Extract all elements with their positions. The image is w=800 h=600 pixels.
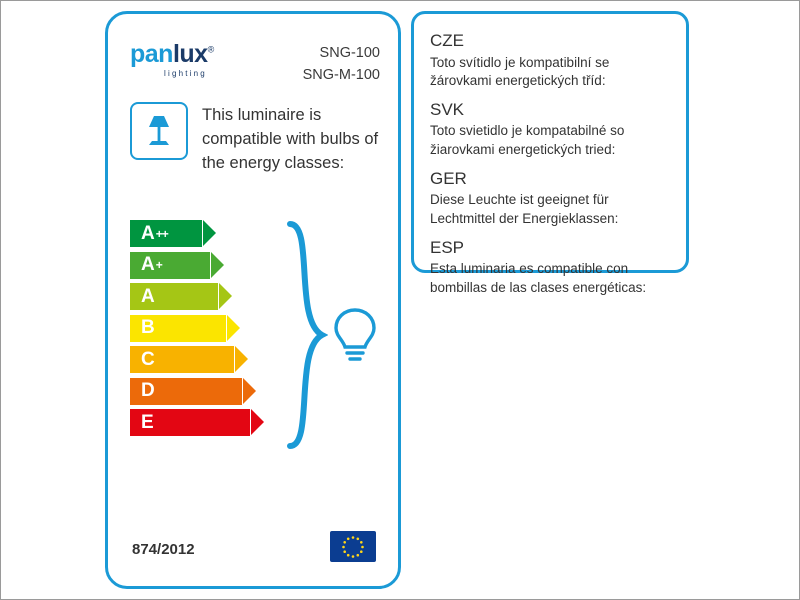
brand-name-part1: pan — [130, 40, 173, 68]
energy-class-row — [130, 252, 270, 282]
energy-class-arrow — [130, 220, 202, 247]
model-codes — [303, 42, 380, 87]
energy-class-label: A — [141, 222, 155, 244]
energy-class-superscript: + — [155, 258, 162, 272]
brand-name-part2: lux — [172, 40, 208, 68]
energy-class-row — [130, 315, 270, 345]
energy-class-arrow — [130, 283, 218, 310]
language-block — [430, 97, 670, 159]
translations-card — [411, 11, 689, 295]
table-lamp-icon — [141, 112, 177, 150]
eu-stars-icon — [340, 534, 366, 560]
energy-class-arrow — [130, 252, 210, 279]
language-text: Toto svítidlo je kompatibilní se žárovkami energetických tříd: — [430, 54, 610, 88]
lamp-icon-box — [130, 102, 188, 160]
brand-tagline: lighting — [164, 69, 207, 78]
energy-class-superscript: ++ — [155, 226, 168, 241]
energy-class-label: D — [141, 380, 155, 401]
curly-bracket-icon — [284, 220, 328, 450]
energy-class-label: A — [141, 285, 155, 307]
energy-class-label: B — [141, 317, 155, 338]
language-text: Diese Leuchte ist geeignet für Lechtmittel der Energieklassen: — [430, 192, 619, 226]
language-text: Esta luminaria es compatible con bombillas de las clases energéticas: — [430, 261, 647, 295]
energy-class-arrow — [130, 378, 242, 405]
model-code-1: SNG-100 — [319, 45, 380, 61]
language-block — [430, 235, 670, 297]
energy-class-label: C — [141, 348, 155, 370]
bulb-icon-wrapper — [332, 306, 378, 369]
energy-class-row — [130, 378, 270, 408]
language-code: CZE — [430, 31, 464, 50]
language-text: Toto svietidlo je kompatabilné so žiarovkami energetických tried: — [430, 123, 625, 157]
energy-class-list — [130, 220, 270, 441]
language-code: GER — [430, 168, 467, 188]
language-code: ESP — [430, 237, 465, 257]
energy-class-arrow — [130, 315, 226, 342]
registered-mark: ® — [207, 44, 214, 55]
headline-text: This luminaire is compatible with bulbs of the energy classes: — [202, 106, 379, 172]
energy-class-arrow — [130, 409, 250, 436]
bracket-decoration — [284, 220, 328, 450]
energy-class-row — [130, 283, 270, 313]
eu-flag-icon — [330, 531, 376, 562]
language-block — [430, 28, 670, 90]
brand-logo — [130, 42, 250, 78]
headline-row — [130, 102, 386, 176]
energy-class-row — [130, 409, 270, 439]
brand-name — [130, 42, 214, 67]
language-code: SVK — [430, 99, 465, 119]
language-block — [430, 166, 670, 228]
model-code-2: SNG-M-100 — [302, 67, 380, 84]
left-label-card — [105, 11, 401, 589]
energy-class-row — [130, 346, 270, 376]
light-bulb-icon — [332, 306, 378, 364]
energy-class-row — [130, 220, 270, 250]
energy-class-label: E — [141, 411, 154, 433]
energy-class-arrow — [130, 346, 234, 373]
regulation-number: 874/2012 — [132, 541, 195, 558]
energy-class-label: A — [141, 254, 155, 275]
